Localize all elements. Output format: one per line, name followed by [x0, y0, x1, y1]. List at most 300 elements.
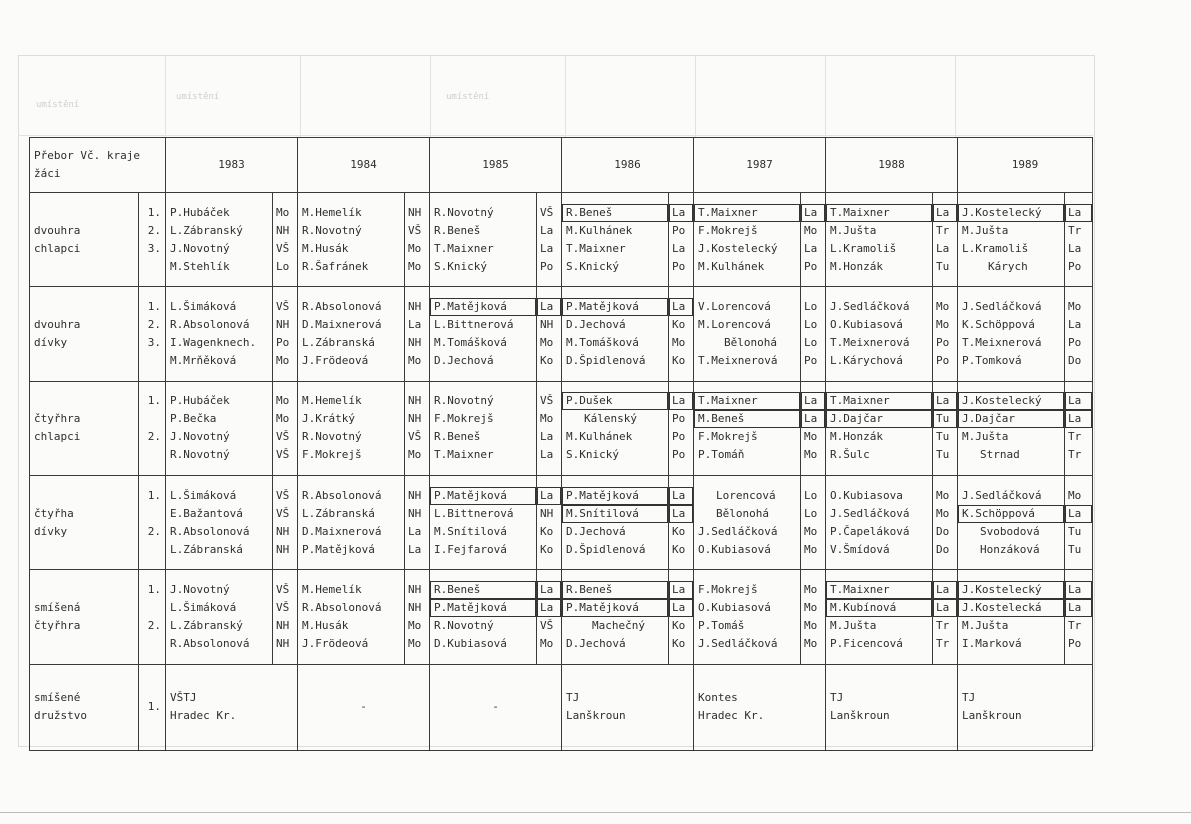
club-code: Lo: [804, 336, 818, 350]
clubs-cell: [537, 193, 562, 287]
club-code: Ko: [672, 318, 686, 332]
player-name: P.Hubáček: [170, 394, 230, 408]
club-code: Ko: [672, 524, 686, 538]
club-code: La: [540, 223, 554, 237]
player-name: R.Absolonová: [302, 300, 382, 314]
clubs-cell: [1065, 287, 1093, 381]
team-name: Lanškroun: [830, 709, 890, 723]
club-code: Po: [276, 336, 290, 350]
player-name: O.Kubiasova: [830, 488, 903, 502]
club-code: La: [669, 599, 693, 617]
table-title-line: žáci: [34, 167, 61, 181]
club-code: Lo: [804, 318, 818, 332]
team-name: Lanškroun: [566, 709, 626, 723]
club-code: Mo: [1068, 488, 1082, 502]
club-code: VŠ: [408, 223, 422, 237]
place-label: 1.: [147, 488, 161, 502]
player-name: Bělonohá: [716, 506, 769, 520]
names-cell: [826, 476, 933, 570]
player-name: J.Kostelecký: [958, 392, 1064, 410]
club-code: La: [669, 487, 693, 505]
club-code: NH: [408, 601, 422, 614]
player-name: M.Husák: [302, 241, 349, 255]
club-code: Po: [672, 259, 686, 273]
player-name: L.Zábranská: [302, 506, 375, 520]
club-code: Mo: [408, 241, 422, 255]
player-name: L.Kramoliš: [962, 241, 1029, 255]
bleed-through-line: [430, 55, 431, 137]
player-name: Machečný: [592, 619, 645, 632]
club-code: La: [537, 599, 561, 617]
player-name: R.Novotný: [170, 448, 230, 462]
club-code: Tr: [1068, 619, 1082, 632]
table-title-cell: [30, 138, 166, 193]
team-cell: [958, 664, 1093, 750]
player-name: Bělonohá: [724, 336, 777, 350]
clubs-cell: [405, 193, 430, 287]
club-code: Mo: [408, 448, 422, 462]
player-name: M.Snítilová: [434, 524, 507, 538]
category-label: čtyřha: [34, 506, 74, 520]
category-label: čtyřhra: [34, 412, 81, 426]
names-cell: [958, 193, 1065, 287]
club-code: Ko: [672, 542, 686, 556]
player-name: T.Meixnerová: [830, 336, 910, 350]
place-label: [139, 446, 165, 464]
names-cell: [562, 287, 669, 381]
player-name: O.Kubiasová: [698, 542, 771, 556]
player-name: P.Matějková: [430, 487, 536, 505]
club-code: Po: [672, 430, 686, 444]
names-cell: [298, 193, 405, 287]
player-name: P.Tomková: [962, 354, 1022, 368]
player-name: P.Matějková: [430, 298, 536, 316]
clubs-cell: [933, 476, 958, 570]
names-cell: [694, 193, 801, 287]
team-name: Hradec Kr.: [698, 709, 765, 723]
club-code: La: [669, 505, 693, 523]
bleed-through-line: [165, 55, 166, 137]
club-code: La: [801, 204, 825, 222]
club-code: Ko: [672, 637, 686, 650]
names-cell: [430, 476, 537, 570]
place-label: 1.: [147, 700, 161, 714]
player-name: S.Knický: [434, 259, 487, 273]
club-code: NH: [408, 394, 422, 408]
club-code: Tr: [1068, 448, 1082, 462]
year-header: 1985: [430, 138, 562, 193]
club-code: Mo: [408, 637, 422, 650]
names-cell: [430, 381, 537, 475]
club-code: Tu: [936, 259, 950, 273]
player-name: P.Dušek: [562, 392, 668, 410]
club-code: VŠ: [276, 448, 290, 462]
header-row: [30, 138, 1093, 193]
club-code: La: [801, 392, 825, 410]
bleed-through-line: [300, 55, 301, 137]
names-cell: [562, 193, 669, 287]
bleed-through-text: umístění: [176, 92, 220, 102]
place-label: 2.: [147, 524, 161, 538]
club-code: Ko: [540, 354, 554, 368]
club-code: La: [669, 298, 693, 316]
team-name: TJ: [830, 691, 844, 705]
player-name: P.Ficencová: [830, 637, 903, 650]
club-code: La: [540, 430, 554, 444]
club-code: Mo: [936, 488, 950, 502]
player-name: M.Kulhánek: [566, 223, 633, 237]
category-label: čtyřhra: [34, 619, 81, 632]
names-cell: [694, 381, 801, 475]
player-name: P.Matějková: [562, 487, 668, 505]
club-code: Mo: [672, 336, 686, 350]
player-name: Lorencová: [716, 488, 776, 502]
bleed-through-line: [695, 55, 696, 137]
club-code: Ko: [540, 542, 554, 556]
team-cell: [166, 664, 298, 750]
category-cell: [30, 476, 139, 570]
places-cell: [139, 381, 166, 475]
names-cell: [562, 381, 669, 475]
club-code: Mo: [804, 524, 818, 538]
clubs-cell: [273, 381, 298, 475]
club-code: Po: [672, 412, 686, 426]
results-table-frame: [29, 137, 1092, 751]
places-cell: [139, 193, 166, 287]
place-label: [139, 505, 165, 523]
club-code: Po: [672, 223, 686, 237]
player-name: T.Meixnerová: [698, 354, 778, 368]
names-cell: [826, 193, 933, 287]
player-name: P.Bečka: [170, 412, 217, 426]
club-code: Mo: [1068, 300, 1082, 314]
player-name: J.Frödeová: [302, 637, 369, 650]
player-name: L.Šimáková: [170, 601, 237, 614]
place-label: 1.: [147, 205, 161, 219]
category-cell: [30, 287, 139, 381]
player-name: Svobodová: [980, 524, 1040, 538]
page-bottom-edge: [0, 812, 1191, 813]
player-name: L.Kramoliš: [830, 241, 897, 255]
club-code: NH: [408, 300, 422, 314]
club-code: Mo: [540, 336, 554, 350]
club-code: La: [540, 448, 554, 462]
clubs-cell: [933, 381, 958, 475]
player-name: R.Absolonová: [170, 524, 250, 538]
player-name: R.Novotný: [302, 223, 362, 237]
player-name: L.Zábranská: [302, 336, 375, 350]
club-code: VŠ: [276, 430, 290, 444]
category-cell: [30, 570, 139, 664]
clubs-cell: [801, 287, 826, 381]
clubs-cell: [273, 476, 298, 570]
player-name: D.Špidlenová: [566, 542, 646, 556]
player-name: M.Jušta: [830, 619, 877, 632]
club-code: La: [537, 487, 561, 505]
team-cell: [430, 664, 562, 750]
club-code: NH: [408, 488, 422, 502]
place-label: 1.: [147, 394, 161, 408]
category-row: [30, 193, 1093, 287]
club-code: Mo: [804, 601, 818, 614]
player-name: M.Honzák: [830, 259, 883, 273]
player-name: J.Kostelecký: [958, 581, 1064, 599]
club-code: Mo: [804, 637, 818, 650]
category-label: dvouhra: [34, 223, 81, 237]
names-cell: [958, 476, 1065, 570]
year-header: 1983: [166, 138, 298, 193]
clubs-cell: [933, 570, 958, 664]
player-name: T.Maixner: [434, 241, 494, 255]
names-cell: [562, 570, 669, 664]
club-code: Tu: [1068, 542, 1082, 556]
player-name: D.Kubiasová: [434, 637, 507, 650]
club-code: La: [537, 581, 561, 599]
player-name: K.Schöppová: [962, 318, 1035, 332]
clubs-cell: [537, 570, 562, 664]
club-code: Po: [936, 354, 950, 368]
player-name: J.Krátký: [302, 412, 355, 426]
club-code: Mo: [276, 205, 290, 219]
club-code: La: [804, 241, 818, 255]
player-name: V.Lorencová: [698, 300, 771, 314]
place-label: [139, 541, 165, 559]
clubs-cell: [801, 476, 826, 570]
club-code: Mo: [804, 583, 818, 596]
club-code: Mo: [540, 412, 554, 426]
player-name: R.Beneš: [562, 581, 668, 599]
player-name: D.Maixnerová: [302, 318, 382, 332]
player-name: M.Beneš: [694, 410, 800, 428]
club-code: VŠ: [540, 205, 554, 219]
names-cell: [826, 381, 933, 475]
player-name: M.Lorencová: [698, 318, 771, 332]
club-code: NH: [408, 583, 422, 596]
club-code: Tu: [936, 448, 950, 462]
club-code: Po: [1068, 259, 1082, 273]
player-name: J.Sedláčková: [962, 300, 1042, 314]
clubs-cell: [405, 287, 430, 381]
names-cell: [166, 476, 273, 570]
club-code: Tu: [933, 410, 957, 428]
player-name: J.Sedláčková: [698, 637, 778, 650]
names-cell: [958, 381, 1065, 475]
place-label: 3.: [147, 241, 161, 255]
place-label: 2.: [147, 430, 161, 444]
names-cell: [298, 287, 405, 381]
player-name: Strnad: [980, 448, 1020, 462]
player-name: O.Kubiasová: [830, 318, 903, 332]
club-code: La: [537, 298, 561, 316]
category-label: smíšená: [34, 601, 81, 614]
bleed-through-line: [18, 135, 1093, 136]
names-cell: [298, 476, 405, 570]
bleed-through-line: [955, 55, 956, 137]
player-name: P.Tomáš: [698, 619, 745, 632]
player-name: V.Šmídová: [830, 542, 890, 556]
club-code: La: [1065, 392, 1092, 410]
team-cell: [562, 664, 694, 750]
player-name: M.Husák: [302, 619, 349, 632]
player-name: D.Špidlenová: [566, 354, 646, 368]
player-name: O.Kubiasová: [698, 601, 771, 614]
club-code: NH: [540, 318, 554, 332]
club-code: Mo: [804, 619, 818, 632]
club-code: Ko: [540, 524, 554, 538]
places-cell: [139, 287, 166, 381]
club-code: NH: [276, 637, 290, 650]
player-name: M.Jušta: [962, 223, 1009, 237]
results-table: [29, 137, 1093, 751]
clubs-cell: [669, 193, 694, 287]
player-name: T.Maixner: [826, 204, 932, 222]
category-label: chlapci: [34, 430, 81, 444]
club-code: VŠ: [408, 430, 422, 444]
club-code: Mo: [408, 619, 422, 632]
player-name: R.Novotný: [434, 205, 494, 219]
names-cell: [430, 193, 537, 287]
club-code: Do: [1068, 354, 1082, 368]
club-code: Mo: [804, 448, 818, 462]
club-code: NH: [276, 542, 290, 556]
club-code: NH: [276, 619, 290, 632]
names-cell: [826, 287, 933, 381]
place-label: 2.: [147, 223, 161, 237]
player-name: R.Novotný: [434, 394, 494, 408]
names-cell: [298, 381, 405, 475]
player-name: R.Novotný: [302, 430, 362, 444]
names-cell: [958, 287, 1065, 381]
club-code: Mo: [936, 506, 950, 520]
player-name: J.Sedláčková: [698, 524, 778, 538]
club-code: Do: [936, 542, 950, 556]
club-code: Lo: [804, 488, 818, 502]
club-code: VŠ: [540, 619, 554, 632]
place-label: [139, 258, 165, 276]
club-code: La: [936, 241, 950, 255]
clubs-cell: [669, 381, 694, 475]
place-label: 2.: [147, 318, 161, 332]
year-header: 1986: [562, 138, 694, 193]
club-code: Mo: [936, 318, 950, 332]
places-cell: [139, 570, 166, 664]
club-code: Lo: [804, 506, 818, 520]
player-name: T.Maixner: [566, 241, 626, 255]
clubs-cell: [273, 193, 298, 287]
club-code: NH: [408, 412, 422, 426]
player-name: M.Snítilová: [562, 505, 668, 523]
club-code: La: [1065, 599, 1092, 617]
team-row: [30, 664, 1093, 750]
club-code: La: [1065, 204, 1092, 222]
club-code: VŠ: [540, 394, 554, 408]
player-name: T.Maixner: [826, 392, 932, 410]
player-name: Kálenský: [584, 412, 637, 426]
names-cell: [166, 381, 273, 475]
player-name: F.Mokrejš: [302, 448, 362, 462]
club-code: Ko: [672, 354, 686, 368]
player-name: L.Šimáková: [170, 488, 237, 502]
club-code: Tr: [936, 619, 950, 632]
club-code: La: [408, 542, 422, 556]
clubs-cell: [405, 381, 430, 475]
player-name: F.Mokrejš: [434, 412, 494, 426]
club-code: Mo: [804, 430, 818, 444]
club-code: Mo: [804, 542, 818, 556]
player-name: M.Jušta: [962, 619, 1009, 632]
clubs-cell: [669, 476, 694, 570]
place-label: [139, 410, 165, 428]
category-label: dvouhra: [34, 318, 81, 332]
category-label: dívky: [34, 336, 68, 350]
player-name: E.Bažantová: [170, 506, 243, 520]
clubs-cell: [537, 381, 562, 475]
team-name: Lanškroun: [962, 709, 1022, 723]
player-name: L.Bittnerová: [434, 318, 514, 332]
club-code: La: [1068, 241, 1082, 255]
player-name: D.Jechová: [434, 354, 494, 368]
club-code: Mo: [276, 354, 290, 368]
clubs-cell: [801, 381, 826, 475]
player-name: F.Mokrejš: [698, 430, 758, 444]
player-name: J.Kostelecká: [958, 599, 1064, 617]
category-label: dívky: [34, 524, 68, 538]
club-code: NH: [276, 318, 290, 332]
names-cell: [958, 570, 1065, 664]
team-cell: [298, 664, 430, 750]
bleed-through-line: [825, 55, 826, 137]
club-code: VŠ: [276, 241, 290, 255]
club-code: Lo: [804, 300, 818, 314]
names-cell: [166, 193, 273, 287]
place-label: 2.: [147, 619, 161, 632]
player-name: T.Maixner: [694, 204, 800, 222]
club-code: Mo: [804, 223, 818, 237]
place-label: 1.: [147, 583, 161, 596]
club-code: VŠ: [276, 300, 290, 314]
player-name: M.Jušta: [830, 223, 877, 237]
player-name: J.Dajčar: [958, 410, 1064, 428]
player-name: S.Knický: [566, 448, 619, 462]
names-cell: [562, 476, 669, 570]
player-name: J.Novotný: [170, 241, 230, 255]
club-code: Po: [540, 259, 554, 273]
club-code: NH: [540, 506, 554, 520]
clubs-cell: [537, 287, 562, 381]
clubs-cell: [933, 193, 958, 287]
year-header: 1987: [694, 138, 826, 193]
player-name: R.Beneš: [562, 204, 668, 222]
player-name: D.Jechová: [566, 637, 626, 650]
club-code: La: [1065, 581, 1092, 599]
club-code: NH: [408, 336, 422, 350]
club-code: NH: [276, 223, 290, 237]
category-row: [30, 381, 1093, 475]
player-name: D.Jechová: [566, 318, 626, 332]
clubs-cell: [801, 193, 826, 287]
player-name: M.Honzák: [830, 430, 883, 444]
player-name: J.Novotný: [170, 583, 230, 596]
team-cell: [694, 664, 826, 750]
club-code: VŠ: [276, 506, 290, 520]
place-label: 1.: [147, 300, 161, 314]
player-name: M.Mrňěková: [170, 354, 237, 368]
club-code: Tr: [1068, 430, 1082, 444]
club-code: NH: [408, 506, 422, 520]
team-name: TJ: [962, 691, 976, 705]
club-code: Po: [672, 448, 686, 462]
player-name: I.Marková: [962, 637, 1022, 650]
